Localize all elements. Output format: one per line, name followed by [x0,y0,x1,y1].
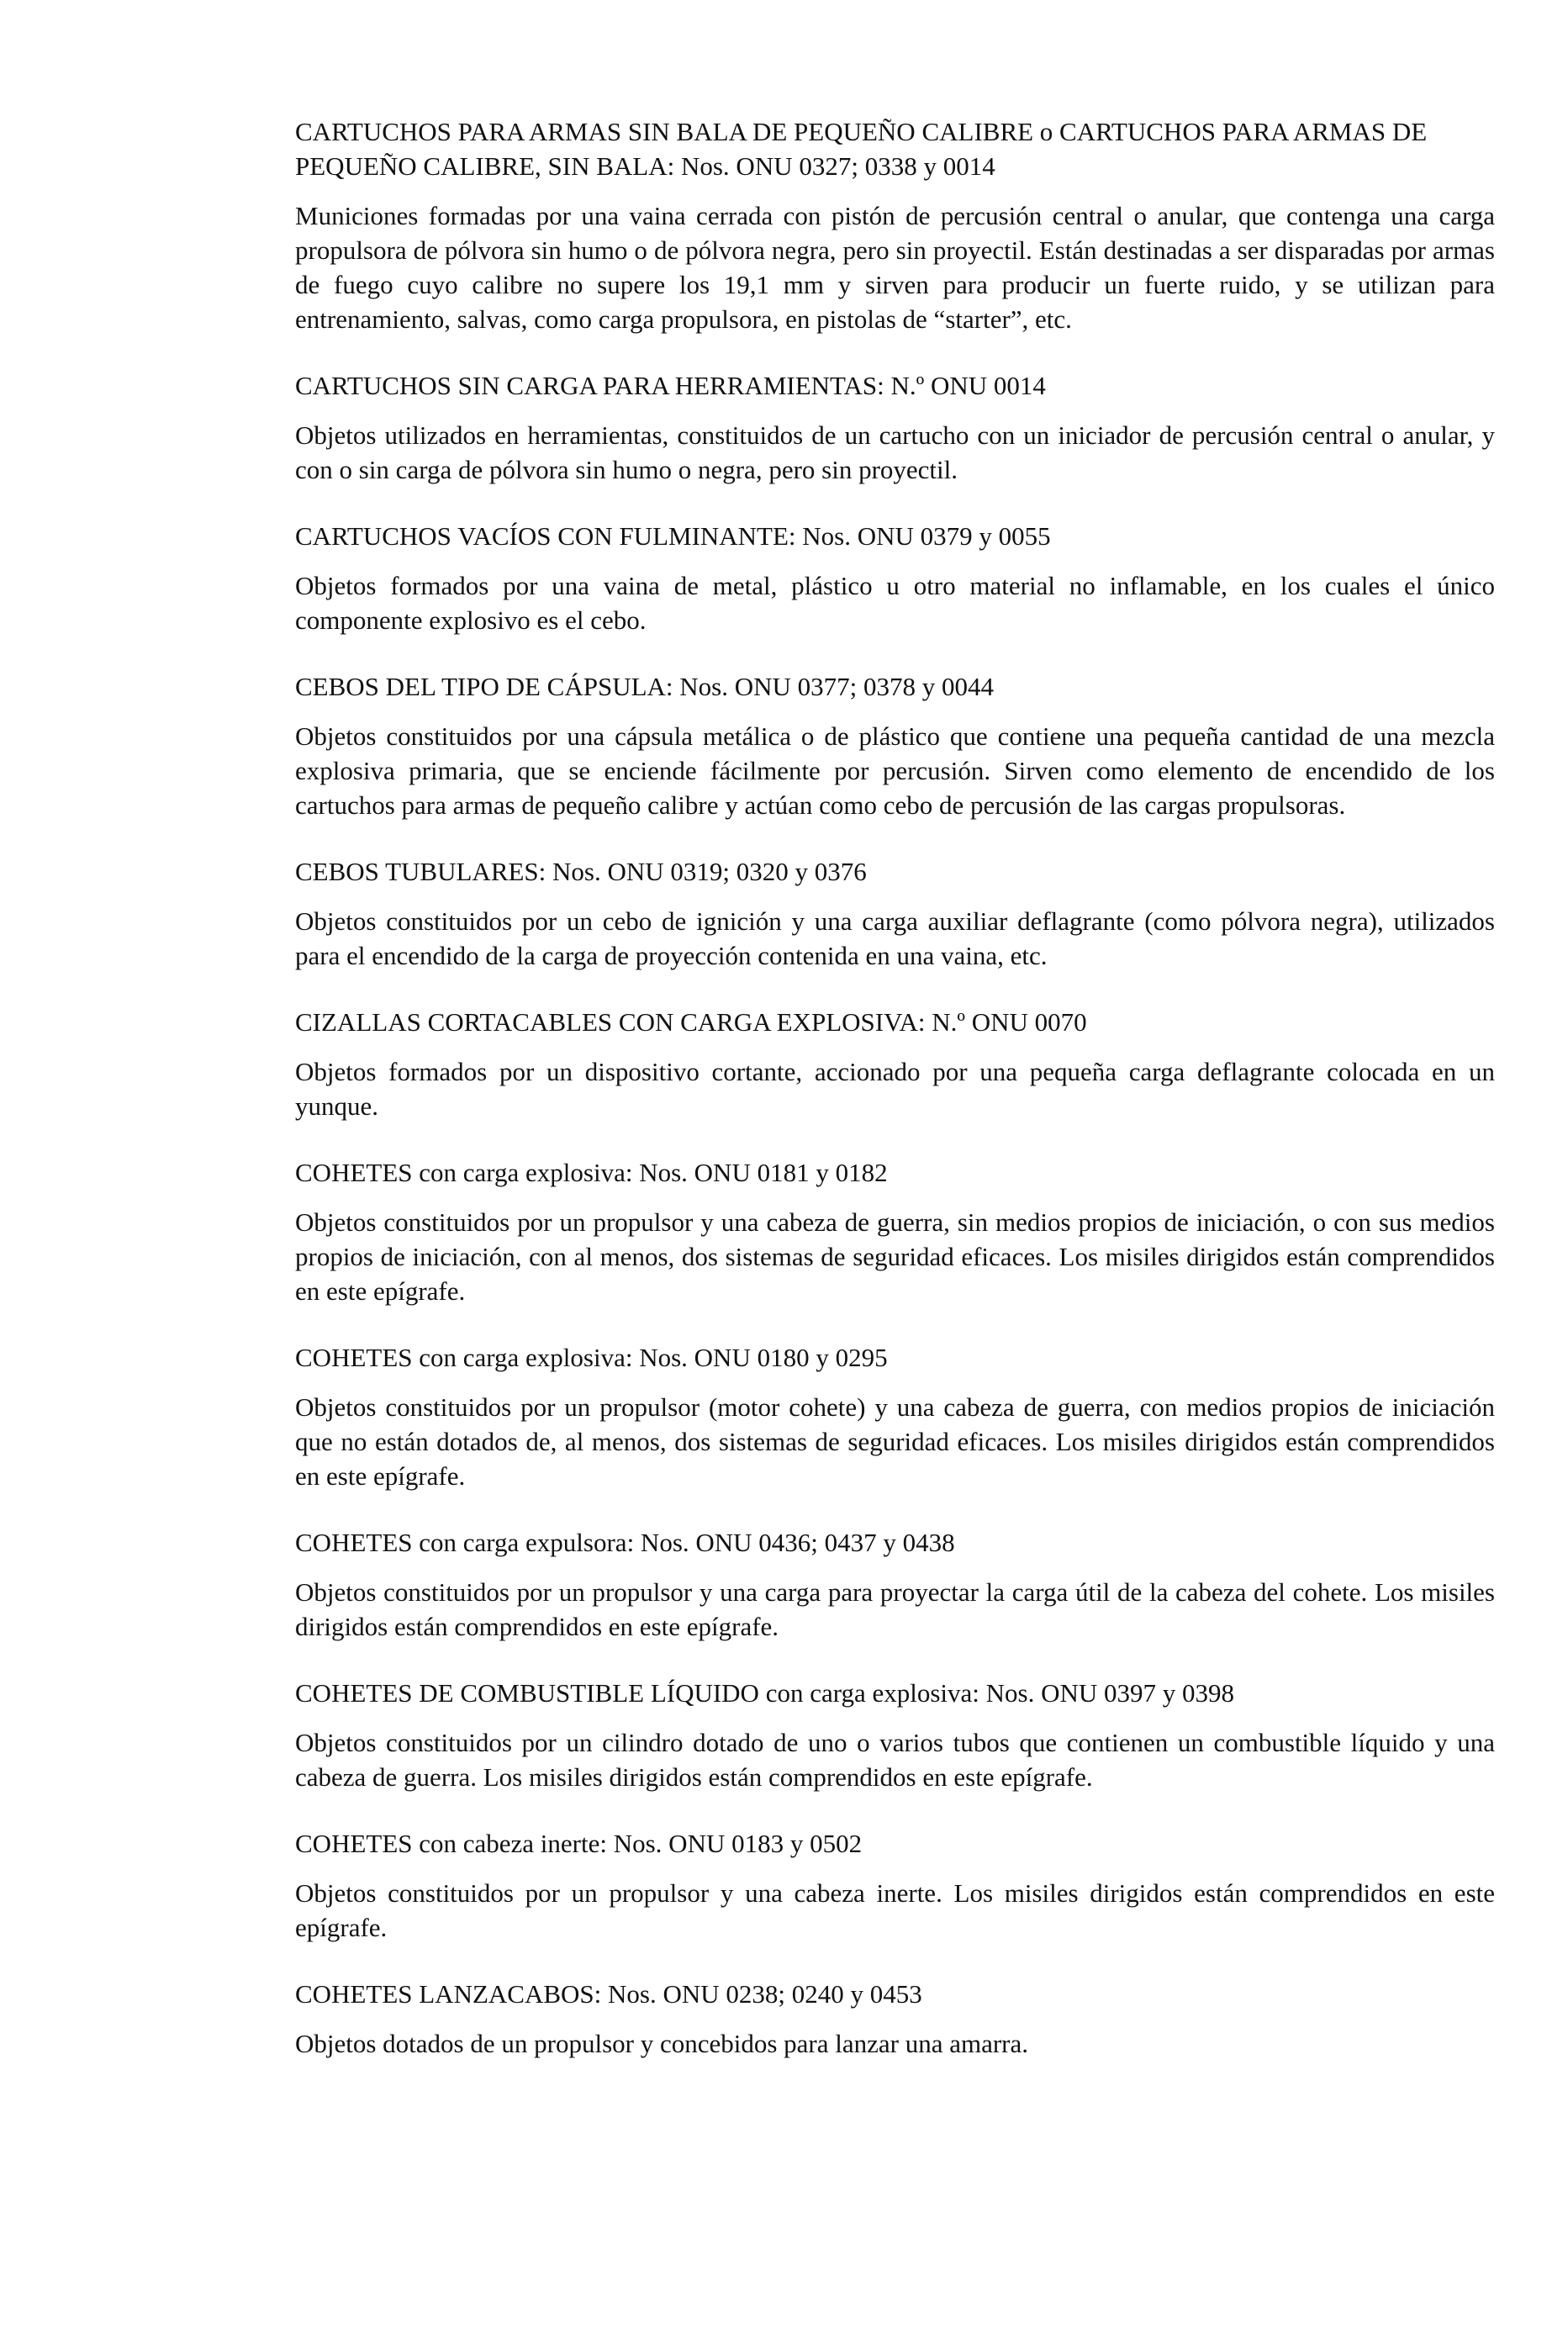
entry-cebos-tubulares [295,854,1495,973]
entry-heading: CARTUCHOS PARA ARMAS SIN BALA DE PEQUEÑO CALIBRE o CARTUCHOS PARA ARMAS DE PEQUEÑO CALIBRE, SIN BALA: Nos. ONU 0327; 0338 y 0014 [295,117,1428,181]
entry-description: Objetos constituidos por un propulsor y una carga para proyectar la carga útil de la cabeza del cohete. Los misiles dirigidos están comprendidos en este epígrafe. [295,1577,1495,1641]
entry-cohetes-lanzacabos [295,1977,1495,2061]
entry-description: Objetos constituidos por un cebo de ignición y una carga auxiliar deflagrante (como pólvora negra), utilizados para el encendido de la carga de proyección contenida en una vaina, etc. [295,906,1495,970]
entry-description: Objetos formados por una vaina de metal, plástico u otro material no inflamable, en los cuales el único componente explosivo es el cebo. [295,571,1495,635]
entry-cartuchos-herramientas [295,368,1495,487]
entry-cohetes-combustible-liquido [295,1676,1495,1794]
entry-heading: COHETES con carga expulsora: Nos. ONU 0436; 0437 y 0438 [295,1528,955,1557]
entry-heading: CEBOS DEL TIPO DE CÁPSULA: Nos. ONU 0377; 0378 y 0044 [295,672,995,701]
entry-cebos-capsula [295,669,1495,822]
entry-heading: COHETES DE COMBUSTIBLE LÍQUIDO con carga explosiva: Nos. ONU 0397 y 0398 [295,1678,1235,1708]
entry-heading: COHETES LANZACABOS: Nos. ONU 0238; 0240 y 0453 [295,1979,922,2009]
entry-heading: CIZALLAS CORTACABLES CON CARGA EXPLOSIVA: N.º ONU 0070 [295,1007,1087,1037]
entry-description: Objetos constituidos por un cilindro dotado de uno o varios tubos que contienen un combustible líquido y una cabeza de guerra. Los misiles dirigidos están comprendidos en este epígrafe. [295,1728,1495,1792]
entry-description: Municiones formadas por una vaina cerrada con pistón de percusión central o anular, que contenga una carga propulsora de pólvora sin humo o de pólvora negra, pero sin proyectil. Están destinadas a ser disparadas por armas de fuego cuyo calibre no supere los 19,1 mm y sirven para producir un fuerte ruido, y se utilizan para entrenamiento, salvas, como carga propulsora, en pistolas de “starter”, etc. [295,201,1495,334]
entry-description: Objetos constituidos por un propulsor (motor cohete) y una cabeza de guerra, con medios propios de iniciación que no están dotados de, al menos, dos sistemas de seguridad eficaces. Los misiles dirigidos están comprendidos en este epígrafe. [295,1392,1495,1491]
entry-description: Objetos utilizados en herramientas, constituidos de un cartucho con un iniciador de percusión central o anular, y con o sin carga de pólvora sin humo o negra, pero sin proyectil. [295,420,1495,484]
entry-description: Objetos constituidos por un propulsor y una cabeza inerte. Los misiles dirigidos están comprendidos en este epígrafe. [295,1878,1495,1942]
entry-heading: CARTUCHOS SIN CARGA PARA HERRAMIENTAS: N.º ONU 0014 [295,371,1046,400]
entry-heading: COHETES con carga explosiva: Nos. ONU 0180 y 0295 [295,1343,888,1372]
entry-description: Objetos dotados de un propulsor y concebidos para lanzar una amarra. [295,2029,1029,2058]
entry-heading: COHETES con carga explosiva: Nos. ONU 0181 y 0182 [295,1158,888,1187]
entry-heading: CARTUCHOS VACÍOS CON FULMINANTE: Nos. ONU 0379 y 0055 [295,521,1051,551]
entry-description: Objetos constituidos por una cápsula metálica o de plástico que contiene una pequeña cantidad de una mezcla explosiva primaria, que se enciende fácilmente por percusión. Sirven como elemento de encendido de los cartuchos para armas de pequeño calibre y actúan como cebo de percusión de las cargas propulsoras. [295,721,1495,820]
entry-heading: CEBOS TUBULARES: Nos. ONU 0319; 0320 y 0376 [295,857,867,886]
entry-cohetes-carga-explosiva-2 [295,1340,1495,1493]
entry-heading: COHETES con cabeza inerte: Nos. ONU 0183 y 0502 [295,1829,863,1858]
entry-cizallas [295,1005,1495,1123]
entry-cohetes-cabeza-inerte [295,1826,1495,1945]
entry-description: Objetos formados por un dispositivo cortante, accionado por una pequeña carga deflagrante colocada en un yunque. [295,1057,1495,1121]
entry-cohetes-carga-explosiva-1 [295,1155,1495,1308]
entry-cartuchos-sin-bala [295,114,1495,336]
entry-cartuchos-vacios [295,519,1495,637]
entry-description: Objetos constituidos por un propulsor y una cabeza de guerra, sin medios propios de iniciación, o con sus medios propios de iniciación, con al menos, dos sistemas de seguridad eficaces. Los misiles dirigidos están comprendidos en este epígrafe. [295,1207,1495,1306]
document-page [295,114,1495,2061]
entry-cohetes-carga-expulsora [295,1525,1495,1644]
